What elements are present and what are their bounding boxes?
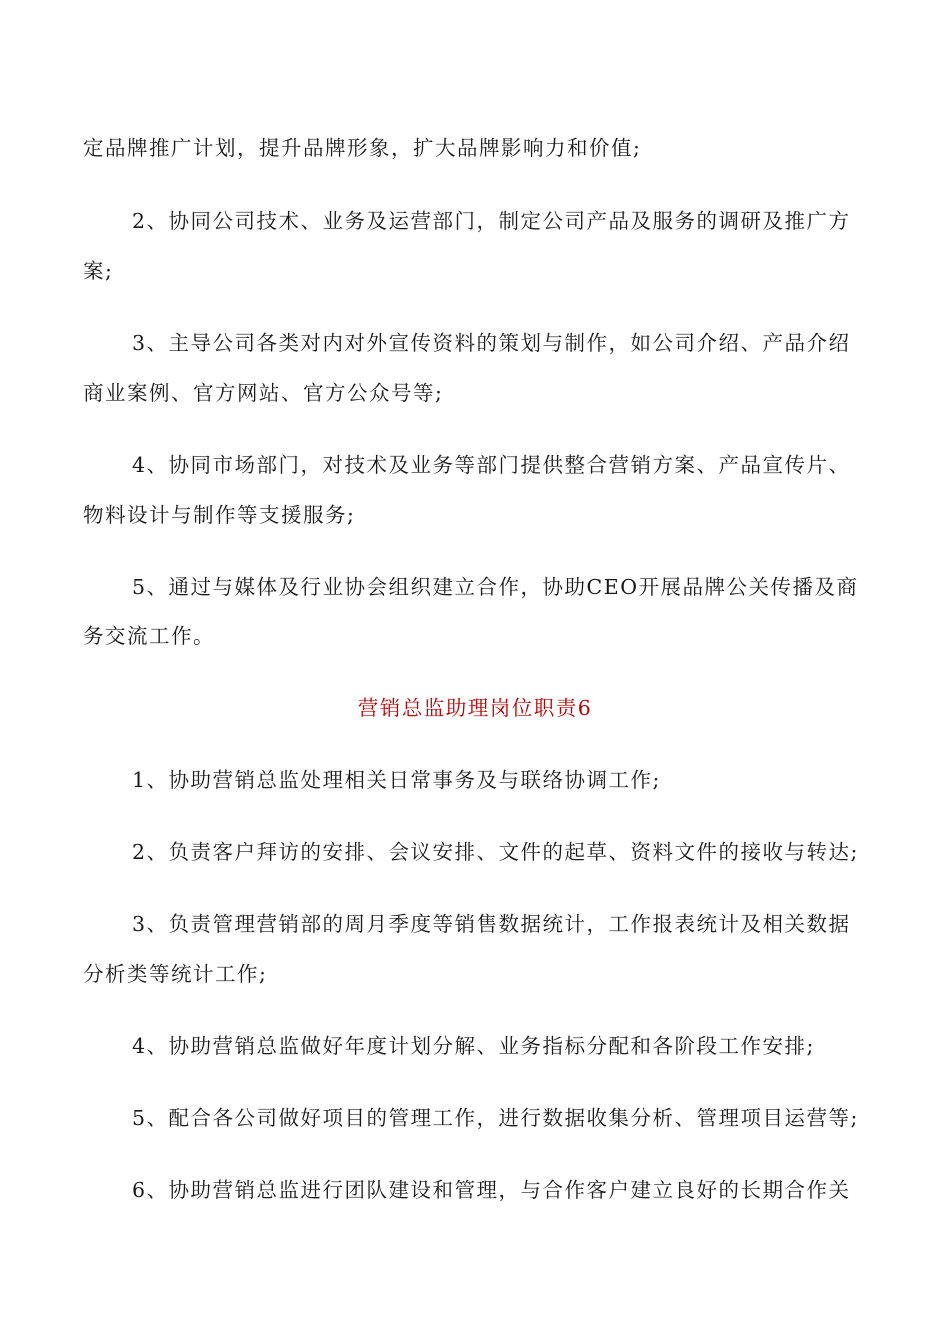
section-a-item-2-line-2: 案; xyxy=(83,259,114,283)
section-a-item-3-line-1: 3、主导公司各类对内对外宣传资料的策划与制作，如公司介绍、产品介绍 xyxy=(132,331,851,355)
section-b-item-6-line-1: 6、协助营销总监进行团队建设和管理，与合作客户建立良好的长期合作关 xyxy=(132,1178,851,1202)
section-b-item-4-line-1: 4、协助营销总监做好年度计划分解、业务指标分配和各阶段工作安排; xyxy=(132,1034,815,1058)
section-b-item-1-line-1: 1、协助营销总监处理相关日常事务及与联络协调工作; xyxy=(132,768,661,792)
section-b-item-2-line-1: 2、负责客户拜访的安排、会议安排、文件的起草、资料文件的接收与转达; xyxy=(132,840,859,864)
intro-continuation-line: 定品牌推广计划，提升品牌形象，扩大品牌影响力和价值; xyxy=(83,136,642,160)
section-a-item-4-line-1: 4、协同市场部门，对技术及业务等部门提供整合营销方案、产品宣传片、 xyxy=(132,453,851,477)
section-b-item-5-line-1: 5、配合各公司做好项目的管理工作，进行数据收集分析、管理项目运营等; xyxy=(132,1106,859,1130)
section-b-item-3-line-1: 3、负责管理营销部的周月季度等销售数据统计，工作报表统计及相关数据 xyxy=(132,912,851,936)
section-a-item-4-line-2: 物料设计与制作等支援服务; xyxy=(83,503,356,527)
section-b-heading: 营销总监助理岗位职责6 xyxy=(357,696,593,720)
section-a-item-3-line-2: 商业案例、官方网站、官方公众号等; xyxy=(83,381,444,405)
section-b-item-3-line-2: 分析类等统计工作; xyxy=(83,962,268,986)
section-a-item-2-line-1: 2、协同公司技术、业务及运营部门，制定公司产品及服务的调研及推广方 xyxy=(132,209,851,233)
section-a-item-5-line-2: 务交流工作。 xyxy=(83,624,215,648)
section-a-item-5-line-1: 5、通过与媒体及行业协会组织建立合作，协助CEO开展品牌公关传播及商 xyxy=(132,575,859,599)
